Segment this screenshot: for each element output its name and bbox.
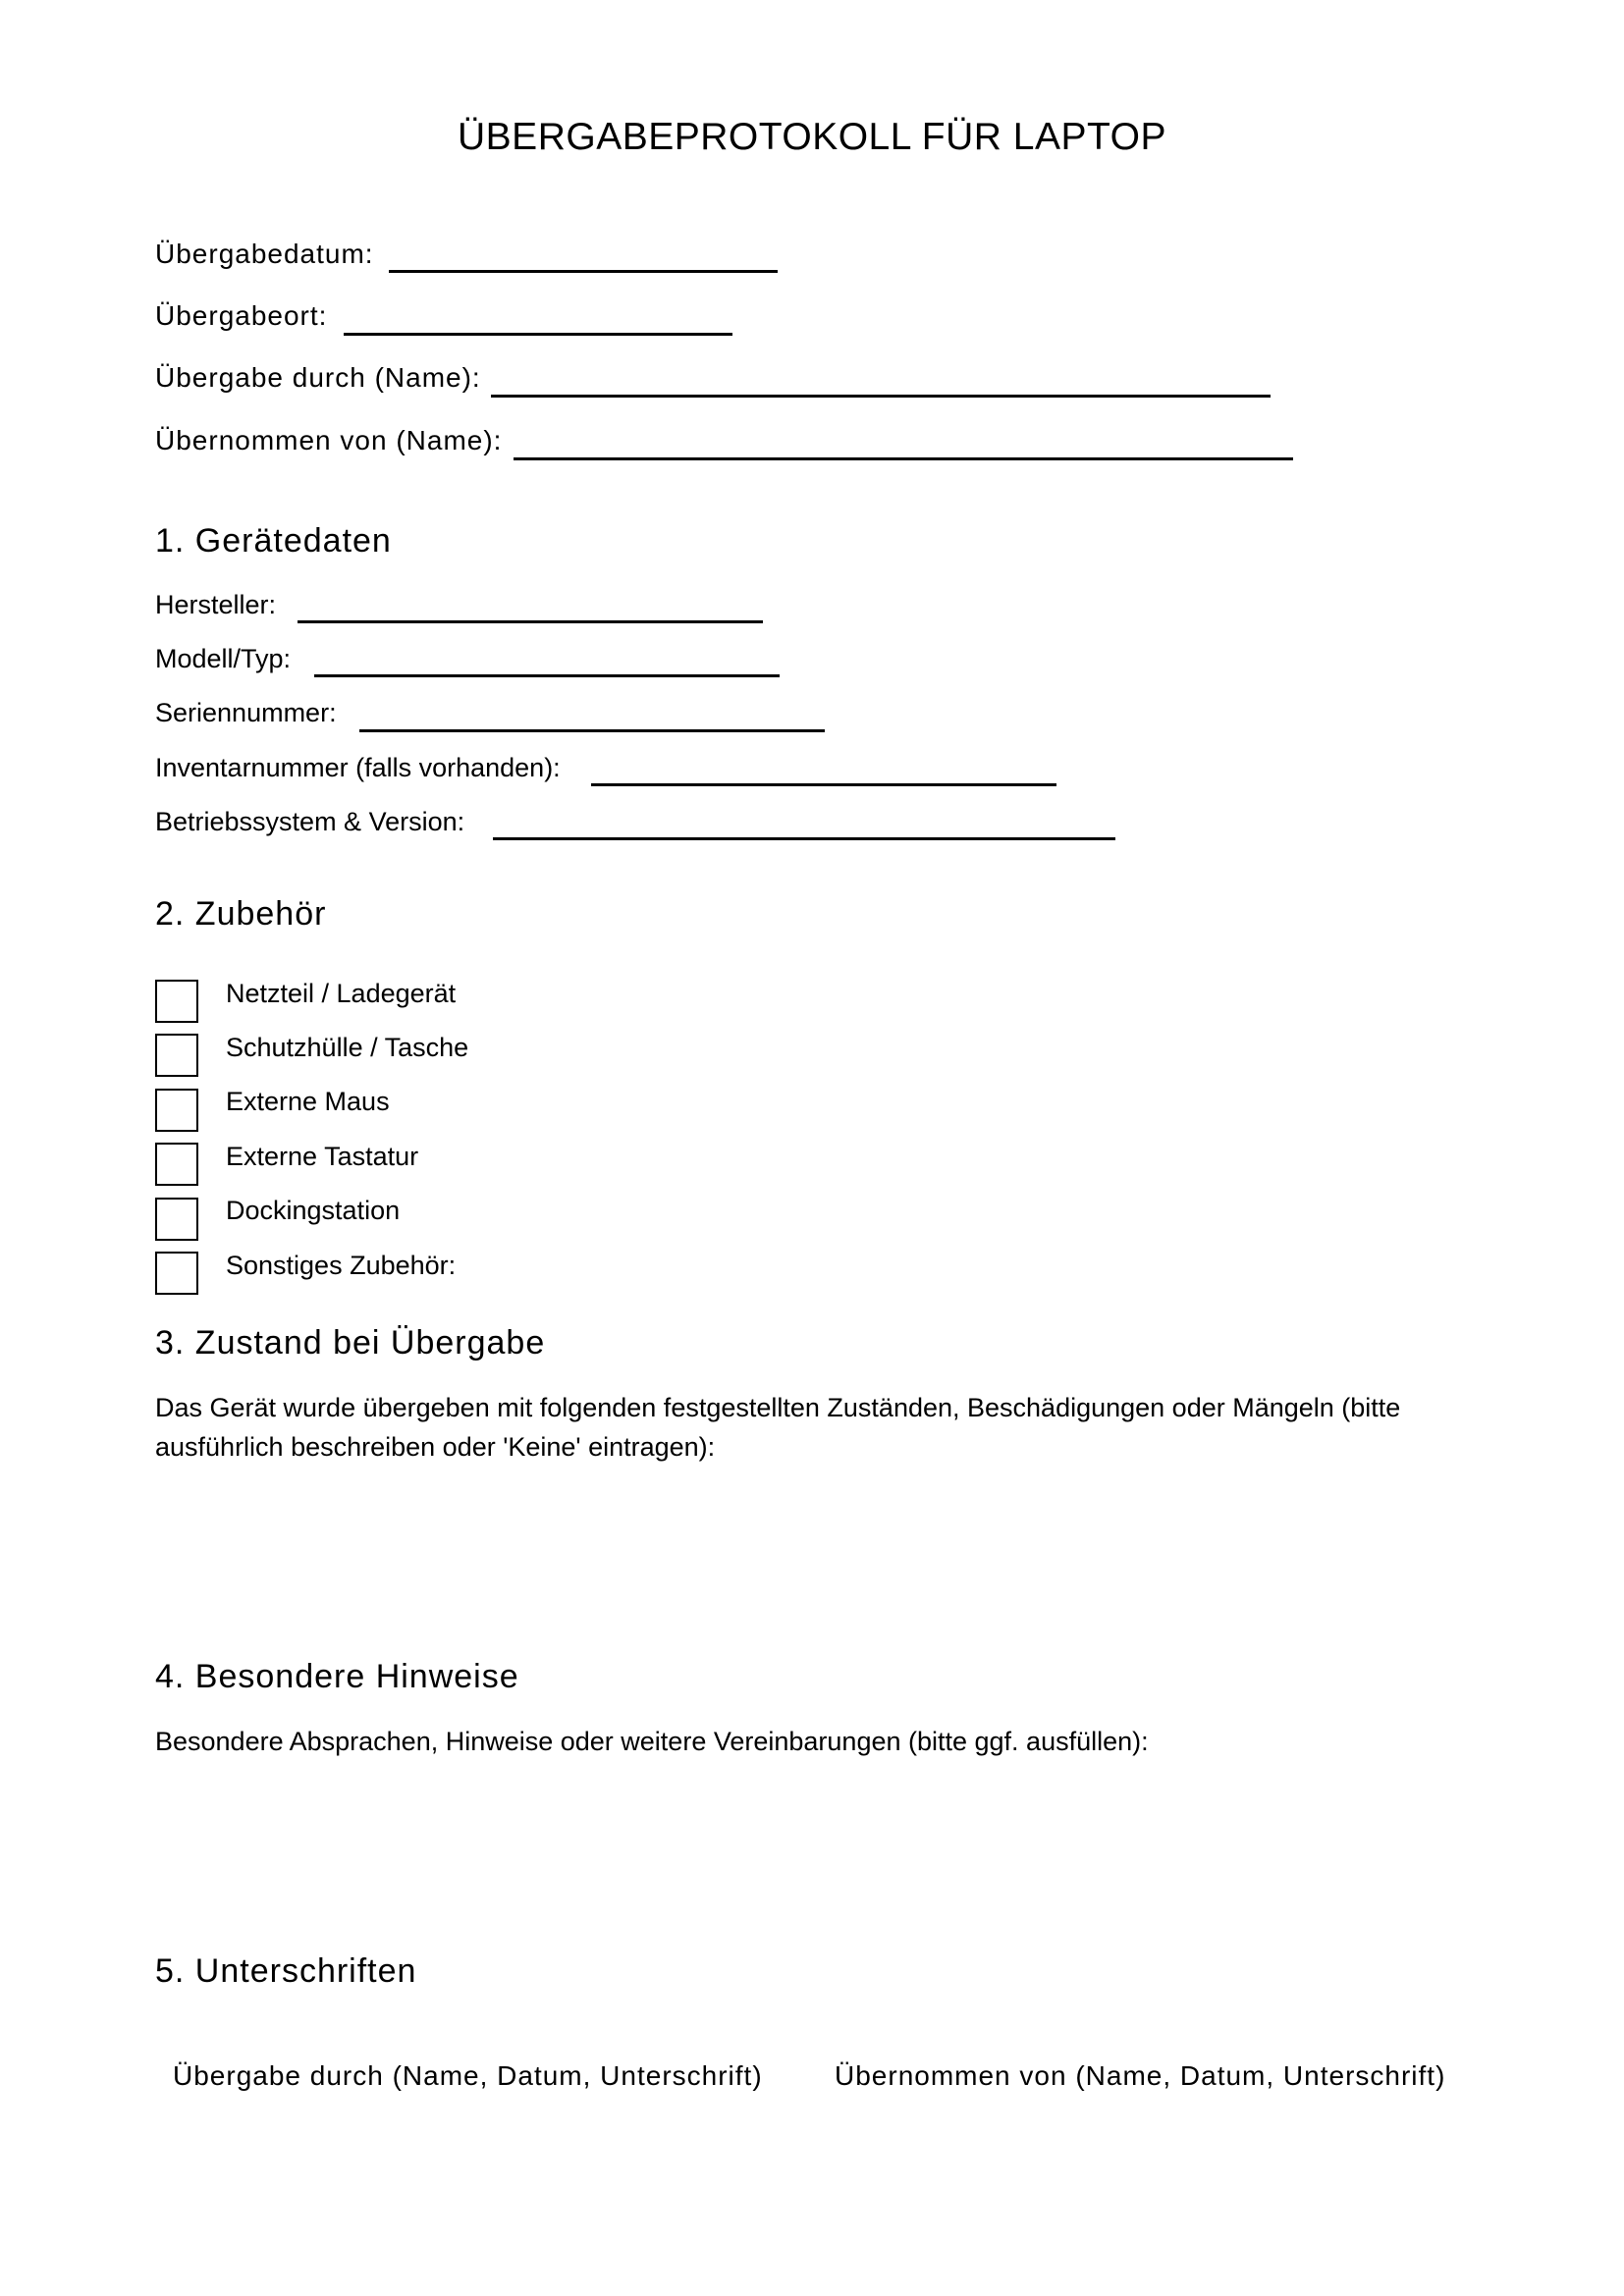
field-uebergabeort[interactable] <box>344 333 732 336</box>
signature-label-uebergabe: Übergabe durch (Name, Datum, Unterschrift) <box>173 2060 763 2091</box>
section-geraetedaten-heading: 1. Gerätedaten <box>155 522 392 560</box>
field-uebernommen-von[interactable] <box>514 457 1293 460</box>
section-unterschriften-heading: 5. Unterschriften <box>155 1952 417 1990</box>
section-hinweise-text: Besondere Absprachen, Hinweise oder weitere Vereinbarungen (bitte ggf. ausfüllen): <box>155 1727 1149 1756</box>
checkbox-label-externe-maus: Externe Maus <box>226 1087 390 1116</box>
label-inventarnummer: Inventarnummer (falls vorhanden): <box>155 753 561 782</box>
checkbox-sonstiges[interactable] <box>155 1252 198 1295</box>
checkbox-label-netzteil: Netzteil / Ladegerät <box>226 979 457 1008</box>
field-betriebssystem[interactable] <box>493 837 1115 840</box>
field-uebergabe-durch[interactable] <box>491 395 1271 398</box>
signature-area-uebergabe[interactable] <box>173 2110 762 2228</box>
section-zubehoer-heading: 2. Zubehör <box>155 895 327 933</box>
field-inventarnummer[interactable] <box>591 783 1056 786</box>
label-modell-typ: Modell/Typ: <box>155 644 292 673</box>
checkbox-schutzhuelle[interactable] <box>155 1034 198 1077</box>
hinweise-input-area[interactable] <box>155 1767 1471 1944</box>
field-seriennummer[interactable] <box>359 729 825 732</box>
field-hersteller[interactable] <box>298 620 763 623</box>
label-uebergabe-durch: Übergabe durch (Name): <box>155 362 481 393</box>
field-uebergabedatum[interactable] <box>389 270 778 273</box>
section-zustand-text: Das Gerät wurde übergeben mit folgenden festgestellten Zuständen, Beschädigungen oder Mängeln (bitte ausführlich beschreiben oder 'Keine' eintragen): <box>155 1393 1401 1462</box>
checkbox-dockingstation[interactable] <box>155 1198 198 1241</box>
section-zustand-heading: 3. Zustand bei Übergabe <box>155 1324 546 1362</box>
label-uebergabedatum: Übergabedatum: <box>155 239 374 269</box>
checkbox-externe-tastatur[interactable] <box>155 1143 198 1186</box>
checkbox-externe-maus[interactable] <box>155 1089 198 1132</box>
checkbox-netzteil[interactable] <box>155 980 198 1023</box>
checkbox-label-schutzhuelle: Schutzhülle / Tasche <box>226 1033 469 1062</box>
label-hersteller: Hersteller: <box>155 590 277 619</box>
zustand-input-area[interactable] <box>155 1472 1471 1649</box>
checkbox-label-dockingstation: Dockingstation <box>226 1196 401 1225</box>
label-seriennummer: Seriennummer: <box>155 698 337 727</box>
checkbox-label-sonstiges: Sonstiges Zubehör: <box>226 1251 457 1280</box>
field-modell-typ[interactable] <box>314 674 780 677</box>
label-betriebssystem: Betriebssystem & Version: <box>155 807 465 836</box>
label-uebergabeort: Übergabeort: <box>155 300 328 331</box>
signature-area-uebernommen[interactable] <box>835 2110 1443 2228</box>
checkbox-label-externe-tastatur: Externe Tastatur <box>226 1142 419 1171</box>
page-title: ÜBERGABEPROTOKOLL FÜR LAPTOP <box>458 116 1166 158</box>
signature-label-uebernommen: Übernommen von (Name, Datum, Unterschrift) <box>835 2060 1446 2091</box>
section-hinweise-heading: 4. Besondere Hinweise <box>155 1658 519 1695</box>
label-uebernommen-von: Übernommen von (Name): <box>155 425 503 455</box>
